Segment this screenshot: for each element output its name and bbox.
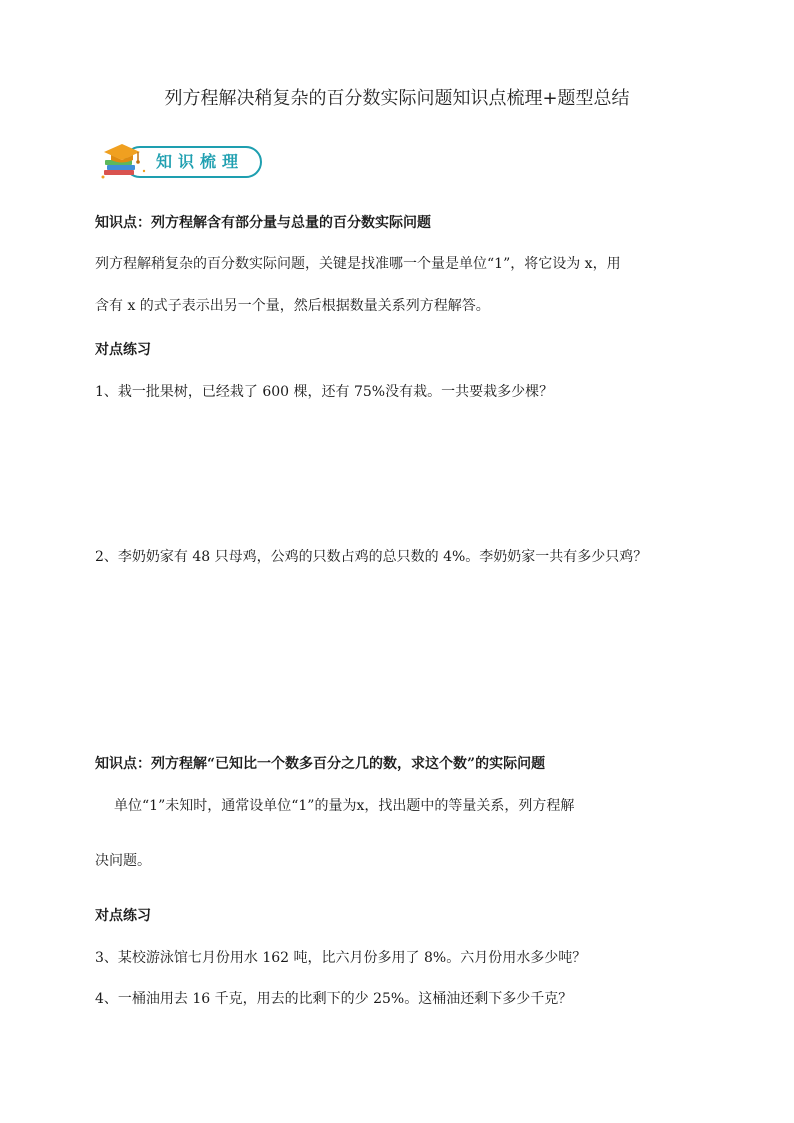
section2-paragraph-line2: 决问题。: [95, 853, 151, 869]
section2-practice-label: 对点练习: [95, 908, 151, 924]
question-2: 2、李奶奶家有 48 只母鸡，公鸡的只数占鸡的总只数的 4%。李奶奶家一共有多少只鸡？: [95, 549, 648, 565]
section1-paragraph-line1: 列方程解稍复杂的百分数实际问题，关键是找准哪一个量是单位“1”，将它设为 x，用: [95, 256, 621, 272]
badge-label: 知识梳理: [156, 152, 245, 171]
knowledge-badge: [100, 140, 262, 182]
question-3: 3、某校游泳馆七月份用水 162 吨，比六月份多用了 8%。六月份用水多少吨？: [95, 950, 587, 966]
section2-heading: 知识点：列方程解“已知比一个数多百分之几的数，求这个数”的实际问题: [95, 756, 546, 772]
question-4: 4、一桶油用去 16 千克，用去的比剩下的少 25%。这桶油还剩下多少千克？: [95, 991, 573, 1007]
section1-practice-label: 对点练习: [95, 342, 151, 358]
question-1: 1、栽一批果树，已经栽了 600 棵，还有 75%没有栽。一共要栽多少棵？: [95, 384, 554, 400]
page-title: 列方程解决稍复杂的百分数实际问题知识点梳理+题型总结: [164, 88, 630, 109]
section2-paragraph-line1: 单位“1”未知时，通常设单位“1”的量为x，找出题中的等量关系，列方程解: [114, 798, 575, 814]
section1-paragraph-line2: 含有 x 的式子表示出另一个量，然后根据数量关系列方程解答。: [95, 298, 490, 314]
graduation-cap-icon: [100, 140, 148, 182]
section1-heading: 知识点：列方程解含有部分量与总量的百分数实际问题: [95, 215, 431, 231]
